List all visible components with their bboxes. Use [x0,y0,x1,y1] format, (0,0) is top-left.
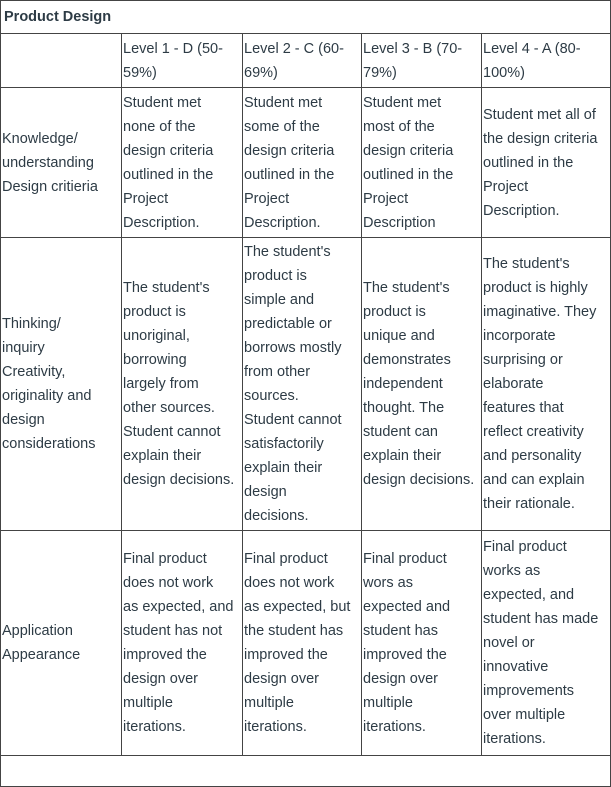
descriptor-cell: Final product wors as expected and student has improved the design over multiple iterations. [362,531,482,756]
table-title: Product Design [1,1,611,34]
empty-header-cell [1,34,122,88]
table-row [1,238,611,531]
table-row-partial [1,756,611,787]
table-row [1,88,611,238]
descriptor-cell: Student met all of the design criteria outlined in the Project Description. [482,88,611,238]
criterion-cell: Application Appearance [1,531,122,756]
descriptor-cell: The student's product is unique and demonstrates independent thought. The student can explain their design decisions. [362,238,482,531]
descriptor-cell: The student's product is unoriginal, borrowing largely from other sources. Student cannot explain their design decisions. [122,238,243,531]
descriptor-cell: Student met none of the design criteria outlined in the Project Description. [122,88,243,238]
descriptor-cell: Student met most of the design criteria outlined in the Project Description [362,88,482,238]
table-row [1,531,611,756]
descriptor-cell: The student's product is highly imaginative. They incorporate surprising or elaborate features that reflect creativity and personality and can explain their rationale. [482,238,611,531]
level-header: Level 3 - B (70- 79%) [362,34,482,88]
descriptor-cell: Final product does not work as expected, but the student has improved the design over multiple iterations. [243,531,362,756]
level-header: Level 1 - D (50- 59%) [122,34,243,88]
descriptor-cell: Final product works as expected, and student has made novel or innovative improvements over multiple iterations. [482,531,611,756]
descriptor-cell: Student met some of the design criteria outlined in the Project Description. [243,88,362,238]
level-header: Level 4 - A (80- 100%) [482,34,611,88]
descriptor-cell: Final product does not work as expected, and student has not improved the design over multiple iterations. [122,531,243,756]
header-row [1,34,611,88]
descriptor-cell: The student's product is simple and predictable or borrows mostly from other sources. Student cannot satisfactorily explain their design decisions. [243,238,362,531]
criterion-cell: Knowledge/ understanding Design critieria [1,88,122,238]
level-header: Level 2 - C (60- 69%) [243,34,362,88]
next-row-cell [1,756,611,787]
criterion-cell: Thinking/ inquiry Creativity, originality and design considerations [1,238,122,531]
